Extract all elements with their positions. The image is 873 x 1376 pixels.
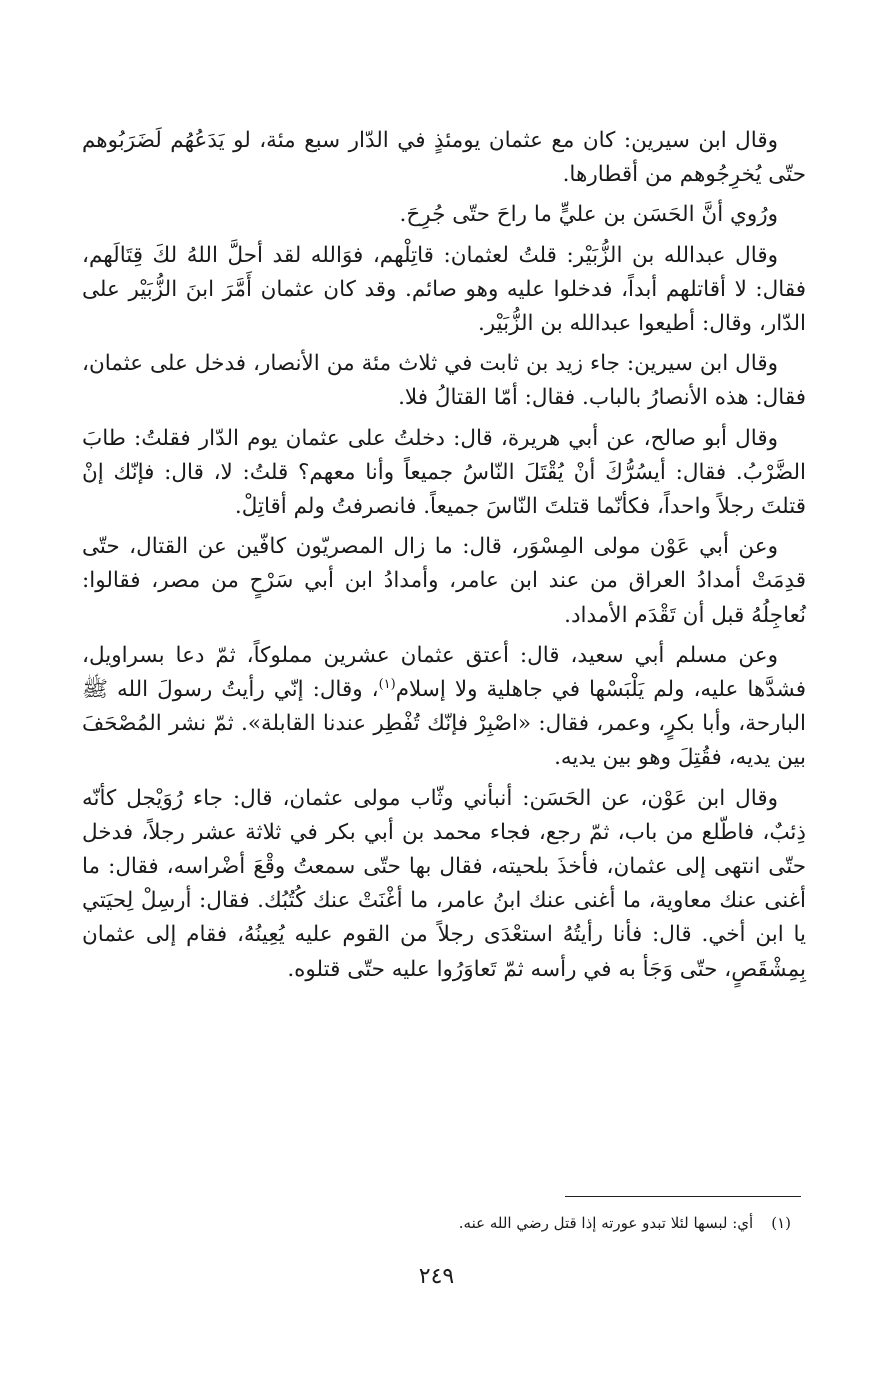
paragraph-3: وقال عبدالله بن الزُّبَيْر: قلتُ لعثمان: قاتِلْهم، فوَالله لقد أحلَّ اللهُ لكَ قِتَالَهم، فقال: لا أقاتلهم أبداً، فدخلوا عليه وهو صائم. وقد كان عثمان أَمَّرَ ابنَ الزُّبَيْر على الدّار، وقال: أطيعوا عبدالله بن الزُّبَيْر. bbox=[82, 242, 806, 337]
footnote-divider bbox=[565, 1196, 801, 1197]
paragraph-8: وقال ابن عَوْن، عن الحَسَن: أنبأني وثّاب مولى عثمان، قال: جاء رُوَيْجل كأنّه ذِئبٌ، فاطّلع من باب، ثمّ رجع، فجاء محمد بن أبي بكر في ثلاثة عشر رجلاً، فدخل حتّى انتهى إلى عثمان، فأخذَ بلحيته، فقال بها حتّى سمعتُ وقْعَ أضْراسه، فقال: ما أغنى عنك معاوية، ما أغنى عنك ابنُ عامر، ما أغْنَتْ عنك كُتُبُك. فقال: أرسِلْ لِحيَتي يا ابن أخي. قال: فأنا رأيتُهُ استعْدَى رجلاً من القوم عليه يُعِينُهُ، فقام إلى عثمان بِمِشْقَصٍ، حتّى وَجَأ به في رأسه ثمّ تَعاوَرُوا عليه حتّى قتلوه. bbox=[82, 785, 806, 982]
paragraph-5: وقال أبو صالح، عن أبي هريرة، قال: دخلتُ على عثمان يوم الدّار فقلتُ: طابَ الضَّرْبُ. فقال: أيسُرُّكَ أنْ يُقْتَلَ النّاسُ جميعاً وأنا معهم؟ قلتُ: لا، قال: فإنّك إنْ قتلتَ رجلاً واحداً، فكأنّما قتلتَ النّاسَ جميعاً. فانصرفتُ ولم أقاتِلْ. bbox=[82, 425, 806, 520]
paragraph-2: ورُوي أنَّ الحَسَن بن عليٍّ ما راحَ حتّى جُرِحَ. bbox=[399, 202, 778, 228]
paragraph-7 bbox=[82, 639, 806, 776]
footnote bbox=[91, 1212, 791, 1234]
paragraph-6: وعن أبي عَوْن مولى المِسْوَر، قال: ما زال المصريّون كافّين عن القتال، حتّى قدِمَتْ أمدادُ العراق من عند ابن عامر، وأمدادُ ابن أبي سَرْحٍ من مصر، فقالوا: نُعاجِلُهُ قبل أن تَقْدَم الأمداد. bbox=[82, 534, 806, 628]
paragraph-7-part-2: ، وقال: إنّي رأيتُ رسولَ الله ﷺ البارحة، وأبا بكرٍ، وعمر، فقال: «اصْبِرْ فإنّك تُفْطِر عندنا القابلة». ثمّ نشر المُصْحَفَ بين يديه، فقُتِلَ وهو بين يديه. bbox=[82, 677, 806, 771]
paragraph-1: وقال ابن سيرين: كان مع عثمان يومئذٍ في الدّار سبع مئة، لو يَدَعُهُم لَضَرَبُوهم حتّى يُخرِجُوهم من أقطارها. bbox=[82, 128, 806, 188]
main-text bbox=[82, 124, 806, 993]
footnote-text: أي: لبسها لئلا تبدو عورته إذا قتل رضي الله عنه. bbox=[458, 1214, 754, 1232]
paragraph-4: وقال ابن سيرين: جاء زيد بن ثابت في ثلاث مئة من الأنصار، فدخل على عثمان، فقال: هذه الأنصارُ بالباب. فقال: أمّا القتالُ فلا. bbox=[82, 351, 806, 411]
footnote-number: (١) bbox=[771, 1214, 791, 1232]
page-number: ٢٤٩ bbox=[418, 1264, 455, 1289]
footnote-reference[interactable]: (١) bbox=[378, 676, 396, 692]
paragraph-7-part-1: وعن مسلم أبي سعيد، قال: أعتق عثمان عشرين مملوكاً، ثمّ دعا بسراويل، فشدَّها عليه، ولم يَلْبَسْها في جاهلية ولا إسلام bbox=[82, 642, 806, 703]
